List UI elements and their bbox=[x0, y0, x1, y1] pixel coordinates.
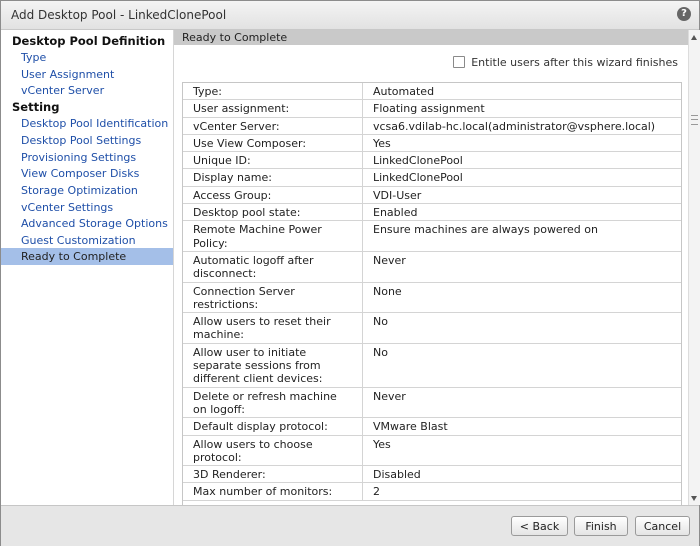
table-row bbox=[183, 483, 682, 500]
nav-item-ready-to-complete[interactable]: Ready to Complete bbox=[1, 248, 173, 265]
nav-section-desktop-pool-definition: Desktop Pool Definition bbox=[12, 34, 166, 48]
row-value: 2 bbox=[363, 483, 683, 500]
row-value: Floating assignment bbox=[363, 100, 683, 117]
vertical-scrollbar[interactable] bbox=[688, 30, 700, 505]
table-row bbox=[183, 83, 682, 100]
nav-item-guest-customization[interactable]: Guest Customization bbox=[21, 234, 136, 247]
row-value: VMware Blast bbox=[363, 418, 683, 435]
nav-item-view-composer-disks[interactable]: View Composer Disks bbox=[21, 167, 140, 180]
row-label: 3D Renderer: bbox=[183, 466, 363, 483]
row-value: LinkedClonePool bbox=[363, 169, 683, 186]
finish-button[interactable]: Finish bbox=[574, 516, 628, 536]
wizard-footer bbox=[1, 505, 699, 546]
row-label: vCenter Server: bbox=[183, 117, 363, 134]
table-row bbox=[183, 100, 682, 117]
row-value: Never bbox=[363, 387, 683, 418]
row-value: Yes bbox=[363, 435, 683, 466]
row-label: Allow user to initiate separate sessions from different client devices: bbox=[183, 343, 363, 387]
help-icon[interactable]: ? bbox=[677, 7, 691, 21]
row-value: Never bbox=[363, 251, 683, 282]
row-label: Allow users to choose protocol: bbox=[183, 435, 363, 466]
nav-item-vcenter-settings[interactable]: vCenter Settings bbox=[21, 201, 114, 214]
nav-item-advanced-storage-options[interactable]: Advanced Storage Options bbox=[21, 217, 168, 230]
row-value: vcsa6.vdilab-hc.local(administrator@vsphere.local) bbox=[363, 117, 683, 134]
scroll-grip-icon[interactable] bbox=[691, 115, 698, 125]
entitle-users-label: Entitle users after this wizard finishes bbox=[471, 56, 678, 69]
nav-item-desktop-pool-settings[interactable]: Desktop Pool Settings bbox=[21, 134, 142, 147]
table-row bbox=[183, 186, 682, 203]
nav-item-vcenter-server[interactable]: vCenter Server bbox=[21, 84, 105, 97]
table-row bbox=[183, 117, 682, 134]
title-bar bbox=[1, 1, 699, 30]
row-label: Max number of monitors: bbox=[183, 483, 363, 500]
entitle-users-checkbox[interactable] bbox=[453, 56, 465, 68]
row-value: Automated bbox=[363, 83, 683, 100]
cancel-button[interactable]: Cancel bbox=[635, 516, 690, 536]
wizard-navigation bbox=[1, 30, 174, 505]
scroll-up-arrow-icon[interactable] bbox=[691, 35, 697, 40]
row-value: No bbox=[363, 343, 683, 387]
table-row bbox=[183, 134, 682, 151]
table-row bbox=[183, 313, 682, 344]
nav-section-setting: Setting bbox=[12, 100, 60, 114]
nav-item-provisioning-settings[interactable]: Provisioning Settings bbox=[21, 151, 137, 164]
table-row bbox=[183, 435, 682, 466]
table-row bbox=[183, 466, 682, 483]
summary-table-body bbox=[183, 83, 682, 500]
row-value: LinkedClonePool bbox=[363, 152, 683, 169]
table-row bbox=[183, 152, 682, 169]
table-row bbox=[183, 418, 682, 435]
row-label: Automatic logoff after disconnect: bbox=[183, 251, 363, 282]
row-value: Enabled bbox=[363, 204, 683, 221]
row-label: Use View Composer: bbox=[183, 134, 363, 151]
entitle-users-option[interactable] bbox=[453, 56, 678, 70]
scroll-down-arrow-icon[interactable] bbox=[691, 496, 697, 501]
row-value: None bbox=[363, 282, 683, 313]
nav-item-storage-optimization[interactable]: Storage Optimization bbox=[21, 184, 138, 197]
ready-to-complete-panel bbox=[174, 30, 699, 505]
dialog-title: Add Desktop Pool - LinkedClonePool bbox=[11, 8, 227, 22]
row-label: Type: bbox=[183, 83, 363, 100]
nav-item-desktop-pool-identification[interactable]: Desktop Pool Identification bbox=[21, 117, 169, 130]
nav-item-type[interactable]: Type bbox=[21, 51, 47, 64]
row-value: VDI-User bbox=[363, 186, 683, 203]
table-row bbox=[183, 221, 682, 252]
section-header: Ready to Complete bbox=[174, 30, 699, 45]
row-value: Ensure machines are always powered on bbox=[363, 221, 683, 252]
row-label: Access Group: bbox=[183, 186, 363, 203]
row-label: Delete or refresh machine on logoff: bbox=[183, 387, 363, 418]
table-row bbox=[183, 282, 682, 313]
row-value: Disabled bbox=[363, 466, 683, 483]
table-row bbox=[183, 169, 682, 186]
table-row bbox=[183, 251, 682, 282]
nav-item-user-assignment[interactable]: User Assignment bbox=[21, 68, 115, 81]
table-row bbox=[183, 343, 682, 387]
row-label: Default display protocol: bbox=[183, 418, 363, 435]
summary-table bbox=[182, 82, 682, 505]
row-label: Unique ID: bbox=[183, 152, 363, 169]
row-value: Yes bbox=[363, 134, 683, 151]
row-label: Desktop pool state: bbox=[183, 204, 363, 221]
table-row bbox=[183, 387, 682, 418]
row-label: Display name: bbox=[183, 169, 363, 186]
row-label: Connection Server restrictions: bbox=[183, 282, 363, 313]
row-label: User assignment: bbox=[183, 100, 363, 117]
row-value: No bbox=[363, 313, 683, 344]
back-button[interactable]: < Back bbox=[511, 516, 568, 536]
row-label: Allow users to reset their machine: bbox=[183, 313, 363, 344]
row-label: Remote Machine Power Policy: bbox=[183, 221, 363, 252]
table-row bbox=[183, 204, 682, 221]
